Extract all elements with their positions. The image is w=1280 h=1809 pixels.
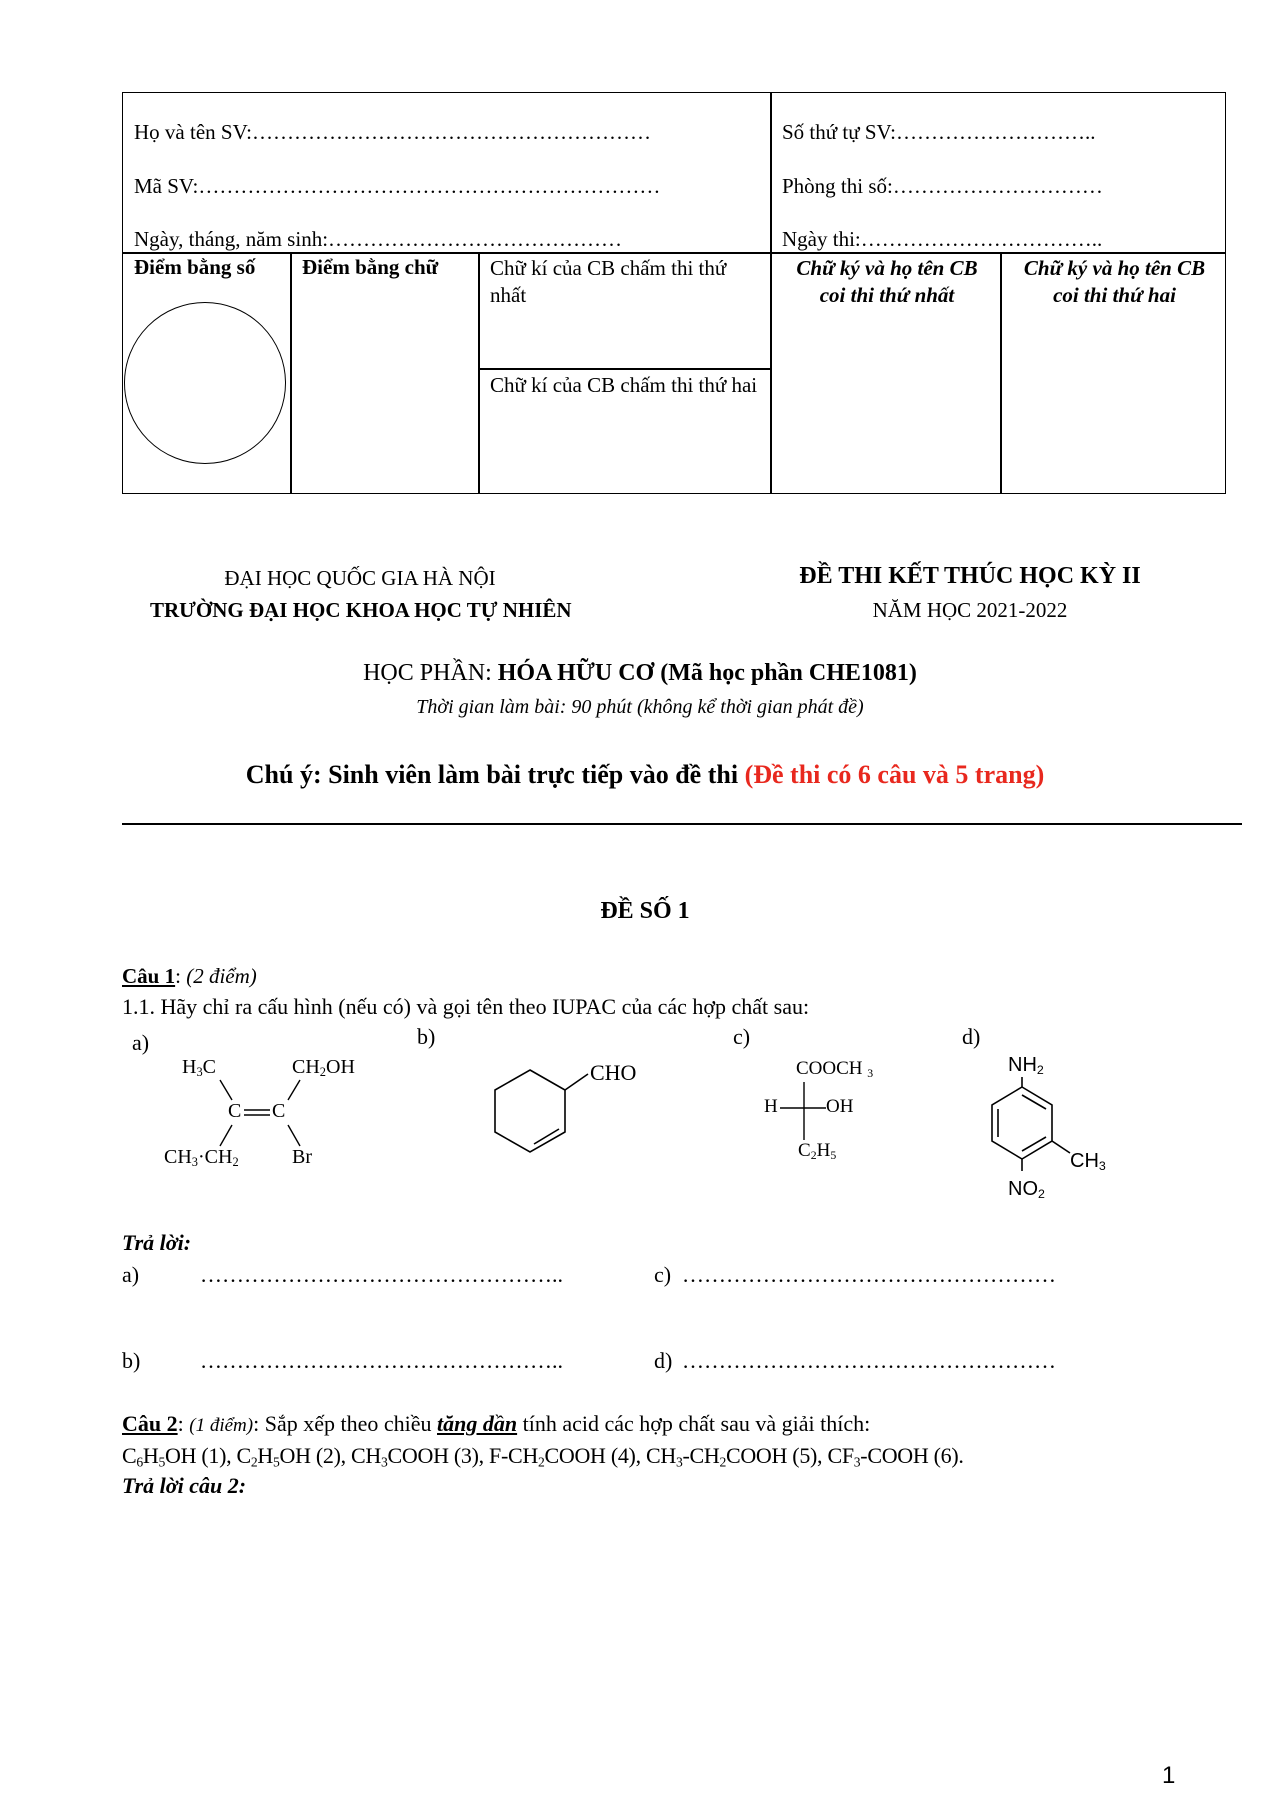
q1-points: (2 điểm) [186,964,257,988]
q1-heading: Câu 1: (2 điểm) [122,964,257,988]
separator-line [122,823,1242,825]
score-circle[interactable] [124,302,286,464]
structure-d-ch3: $CH_3$ [1070,1150,1106,1174]
q1-label-c: c) [733,1024,751,1049]
structure-a-alkene: $H_3C$ $CH_2OH$ C C $CH_3\cdot CH_2$ Br [160,1050,380,1170]
course-title [0,660,1280,687]
exam-note [0,760,1280,790]
q2-label: Câu 2 [122,1411,178,1436]
q1-text: 1.1. Hãy chỉ ra cấu hình (nếu có) và gọi tên theo IUPAC của các hợp chất sau: [122,994,810,1019]
page-number: 1 [1162,1762,1176,1789]
academic-year: NĂM HỌC 2021-2022 [872,598,1068,622]
q2-text-after: tính acid các hợp chất sau và giải thích: [517,1411,871,1436]
school-name: TRƯỜNG ĐẠI HỌC KHOA HỌC TỰ NHIÊN [150,598,572,622]
exam-date-field[interactable]: Ngày thi:…………………………….. [782,227,1103,251]
exam-code: ĐỀ SỐ 1 [600,898,690,924]
exam-title: ĐỀ THI KẾT THÚC HỌC KỲ II [799,563,1141,589]
structure-a-bonds [160,1050,380,1170]
answer-a-field[interactable]: ………………………………………….. [200,1262,563,1287]
student-info-form [122,92,1226,494]
proctor1-signature-label: Chữ ký và họ tên CB coi thi thứ nhất [796,256,978,307]
score-number-label: Điểm bằng số [134,255,256,279]
proctor2-signature-label: Chữ ký và họ tên CB coi thi thứ hai [1023,256,1206,307]
structure-b-cyclohexene [470,1050,670,1180]
grader2-signature-label: Chữ kí của CB chấm thi thứ hai [490,373,758,397]
q1-label: Câu 1 [122,964,176,988]
student-id-field[interactable]: Mã SV:………………………………………………………… [134,174,661,198]
answer-b-label: b) [122,1348,141,1373]
answer-c-field[interactable]: …………………………………………… [682,1262,1056,1287]
form-divider [478,368,771,370]
structure-d-no2: $NO_2$ [1008,1178,1045,1202]
course-prefix: HỌC PHẦN: [363,660,498,686]
q2-heading: Câu 2: (1 điểm): Sắp xếp theo chiều tăng dần tính acid các hợp chất sau và giải thích: [122,1411,871,1436]
q1-label-a: a) [132,1030,150,1055]
answer-d-field[interactable]: …………………………………………… [682,1348,1056,1373]
structure-c-bonds [760,1054,920,1174]
birth-date-field[interactable]: Ngày, tháng, năm sinh:…………………………………… [134,227,623,251]
q2-points: (1 điểm) [189,1415,254,1436]
form-divider [1000,252,1002,494]
answer-b-field[interactable]: ………………………………………….. [200,1348,563,1373]
q1-label-b: b) [417,1024,436,1049]
grader1-signature-label: Chữ kí của CB chấm thi thứ nhất [490,256,727,307]
form-divider [122,252,1226,254]
student-name-field[interactable]: Họ và tên SV:………………………………………………… [134,120,652,144]
room-number-field[interactable]: Phòng thi số:………………………… [782,174,1103,198]
structure-b-cho: CHO [590,1060,637,1085]
q2-text-before: : Sắp xếp theo chiều [253,1411,437,1436]
q1-label-d: d) [962,1024,981,1049]
exam-duration: Thời gian làm bài: 90 phút (không kể thời gian phát đề) [416,696,864,718]
q1-answer-label: Trả lời: [122,1230,192,1255]
answer-a-label: a) [122,1262,140,1287]
form-divider [290,252,292,494]
score-words-label: Điểm bằng chữ [302,255,439,279]
q2-answer-label: Trả lời câu 2: [122,1473,247,1498]
q2-compounds: $C_6H_5OH$ (1), $C_2H_5OH$ (2), $CH_3COOH$ (3), $F-CH_2COOH$ (4), $CH_3-CH_2COOH$ (5), $CF_3$-COOH (6). [122,1443,964,1470]
university-name: ĐẠI HỌC QUỐC GIA HÀ NỘI [224,566,496,590]
note-label: Chú ý: Sinh viên làm bài trực tiếp vào đề thi [245,760,745,789]
form-divider [770,92,772,494]
answer-d-label: d) [654,1348,673,1373]
course-name: HÓA HỮU CƠ (Mã học phần CHE1081) [497,660,917,686]
student-number-field[interactable]: Số thứ tự SV:……………………….. [782,120,1096,144]
structure-d-nh2: $NH_2$ [1008,1054,1044,1078]
answer-c-label: c) [654,1262,672,1287]
form-divider [478,252,480,494]
structure-c-fischer: COOCH $_3$ H OH $C_2H_5$ [760,1054,920,1174]
q2-emphasis: tăng dần [437,1411,518,1436]
note-highlight: (Đề thi có 6 câu và 5 trang) [744,760,1045,789]
